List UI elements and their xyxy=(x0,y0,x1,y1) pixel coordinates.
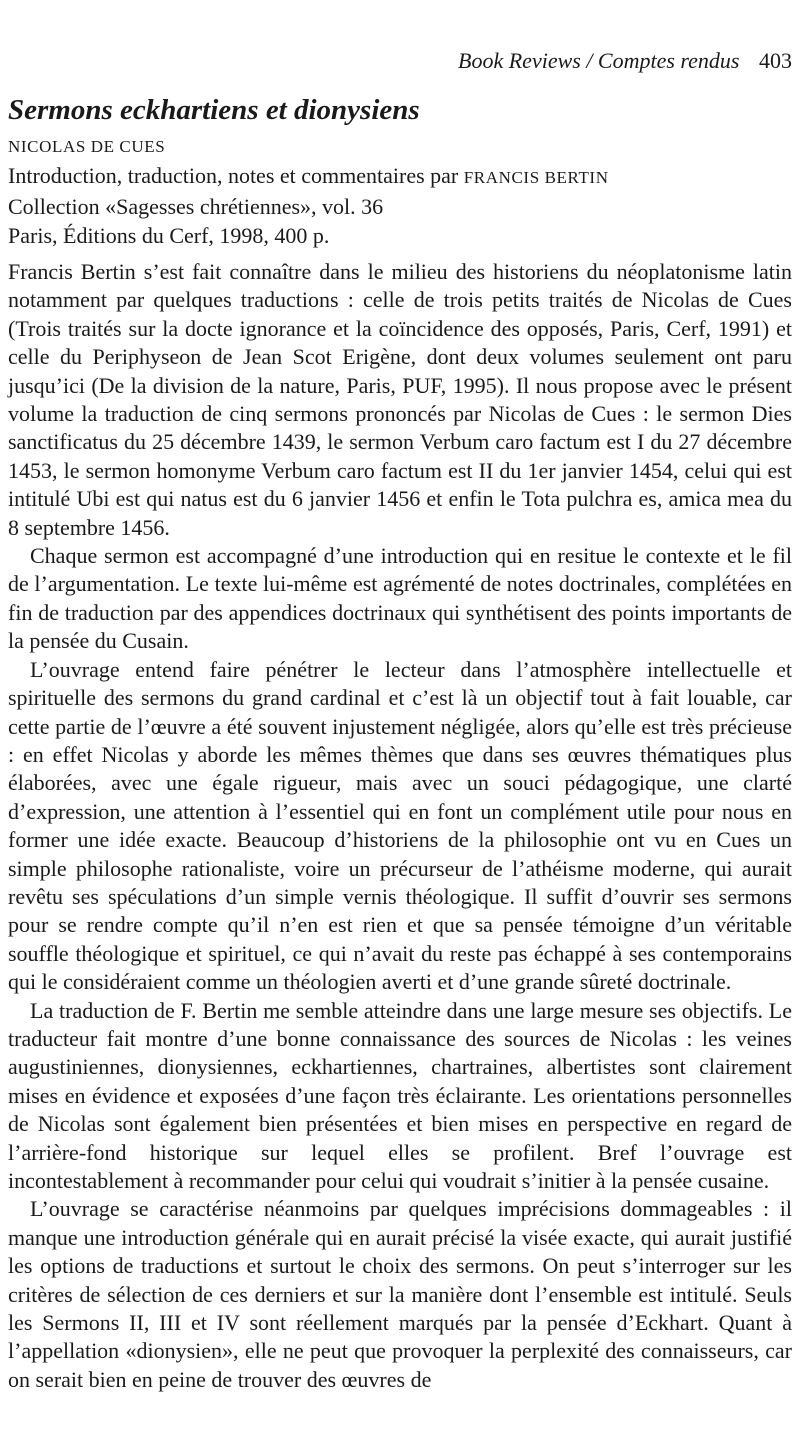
editor-line xyxy=(8,161,609,192)
publication-line: Paris, Éditions du Cerf, 1998, 400 p. xyxy=(8,223,330,248)
bibliographic-block xyxy=(8,130,609,250)
editor-name: FRANCIS BERTIN xyxy=(463,168,609,187)
book-title: Sermons eckhartiens et dionysiens xyxy=(8,94,420,126)
collection-line: Collection «Sagesses chrétiennes», vol. 36 xyxy=(8,194,384,219)
review-body xyxy=(8,258,792,1394)
page-number: 403 xyxy=(759,48,792,73)
paragraph-2: Chaque sermon est accompagné d’une introduction qui en resitue le contexte et le fil de l’argumentation. Le texte lui-même est agrémenté de notes doctrinales, complétées en fin de traduction par des appendices doctrinaux qui synthétisent des points importants de la pensée du Cusain. xyxy=(8,543,792,654)
paragraph-5: L’ouvrage se caractérise néanmoins par quelques imprécisions dommageables : il manque une introduction générale qui en aurait précisé la visée exacte, qui aurait justifié les options de traductions et surtout le choix des sermons. On peut s’interroger sur les critères de sélection de ces derniers et sur la manière dont l’ensemble est intitulé. Seuls les Sermons II, III et IV sont réellement marqués par la pensée d’Eckhart. Quant à l’appellation «dionysien», elle ne peut que provoquer la perplexité des connaisseurs, car on serait bien en peine de trouver des œuvres de xyxy=(8,1196,792,1392)
running-title: Book Reviews / Comptes rendus xyxy=(458,48,740,73)
editor-line-prefix: Introduction, traduction, notes et commentaires par xyxy=(8,163,464,188)
book-author: NICOLAS DE CUES xyxy=(8,137,166,156)
running-header xyxy=(458,47,792,75)
paragraph-3: L’ouvrage entend faire pénétrer le lecteur dans l’atmosphère intellectuelle et spirituelle des sermons du grand cardinal et c’est là un objectif tout à fait louable, car cette partie de l’œuvre a été souvent injustement négligée, alors qu’elle est très précieuse : en effet Nicolas y aborde les mêmes thèmes que dans ses œuvres thématiques plus élaborées, avec une égale rigueur, mais avec un souci pédagogique, une clarté d’expression, une attention à l’essentiel qui en font un complément utile pour nous en former une idée exacte. Beaucoup d’historiens de la philosophie ont vu en Cues un simple philosophe rationaliste, voire un précurseur de l’athéisme moderne, qui aurait revêtu ses spéculations d’un simple vernis théologique. Il suffit d’ouvrir ses sermons pour se rendre compte qu’il n’en est rien et que sa pensée témoigne d’un véritable souffle théologique et spirituel, ce qui n’avait du reste pas échappé à ses contemporains qui le considéraient comme un théologien averti et d’une grande sûreté doctrinale. xyxy=(8,656,792,995)
paragraph-4: La traduction de F. Bertin me semble atteindre dans une large mesure ses objectifs. Le traducteur fait montre d’une bonne connaissance des sources de Nicolas : les veines augustiniennes, dionysiennes, eckhartiennes, chartraines, albertistes sont clairement mises en évidence et exposées d’une façon très éclairante. Les orientations personnelles de Nicolas sont également bien présentées et bien mises en perspective en regard de l’arrière-fond historique sur lequel elles se profilent. Bref l’ouvrage est incontestablement à recommander pour celui qui voudrait s’initier à la pensée cusaine. xyxy=(8,997,792,1193)
paragraph-1: Francis Bertin s’est fait connaître dans le milieu des historiens du néoplatonisme latin notamment par quelques traductions : celle de trois petits traités de Nicolas de Cues (Trois traités sur la docte ignorance et la coïncidence des opposés, Paris, Cerf, 1991) et celle du Periphyseon de Jean Scot Erigène, dont deux volumes seulement ont paru jusqu’ici (De la division de la nature, Paris, PUF, 1995). Il nous propose avec le présent volume la traduction de cinq sermons prononcés par Nicolas de Cues : le sermon Dies sanctificatus du 25 décembre 1439, le sermon Verbum caro factum est I du 27 décembre 1453, le sermon homonyme Verbum caro factum est II du 1er janvier 1454, celui qui est intitulé Ubi est qui natus est du 6 janvier 1456 et enfin le Tota pulchra es, amica mea du 8 septembre 1456. xyxy=(8,259,792,540)
